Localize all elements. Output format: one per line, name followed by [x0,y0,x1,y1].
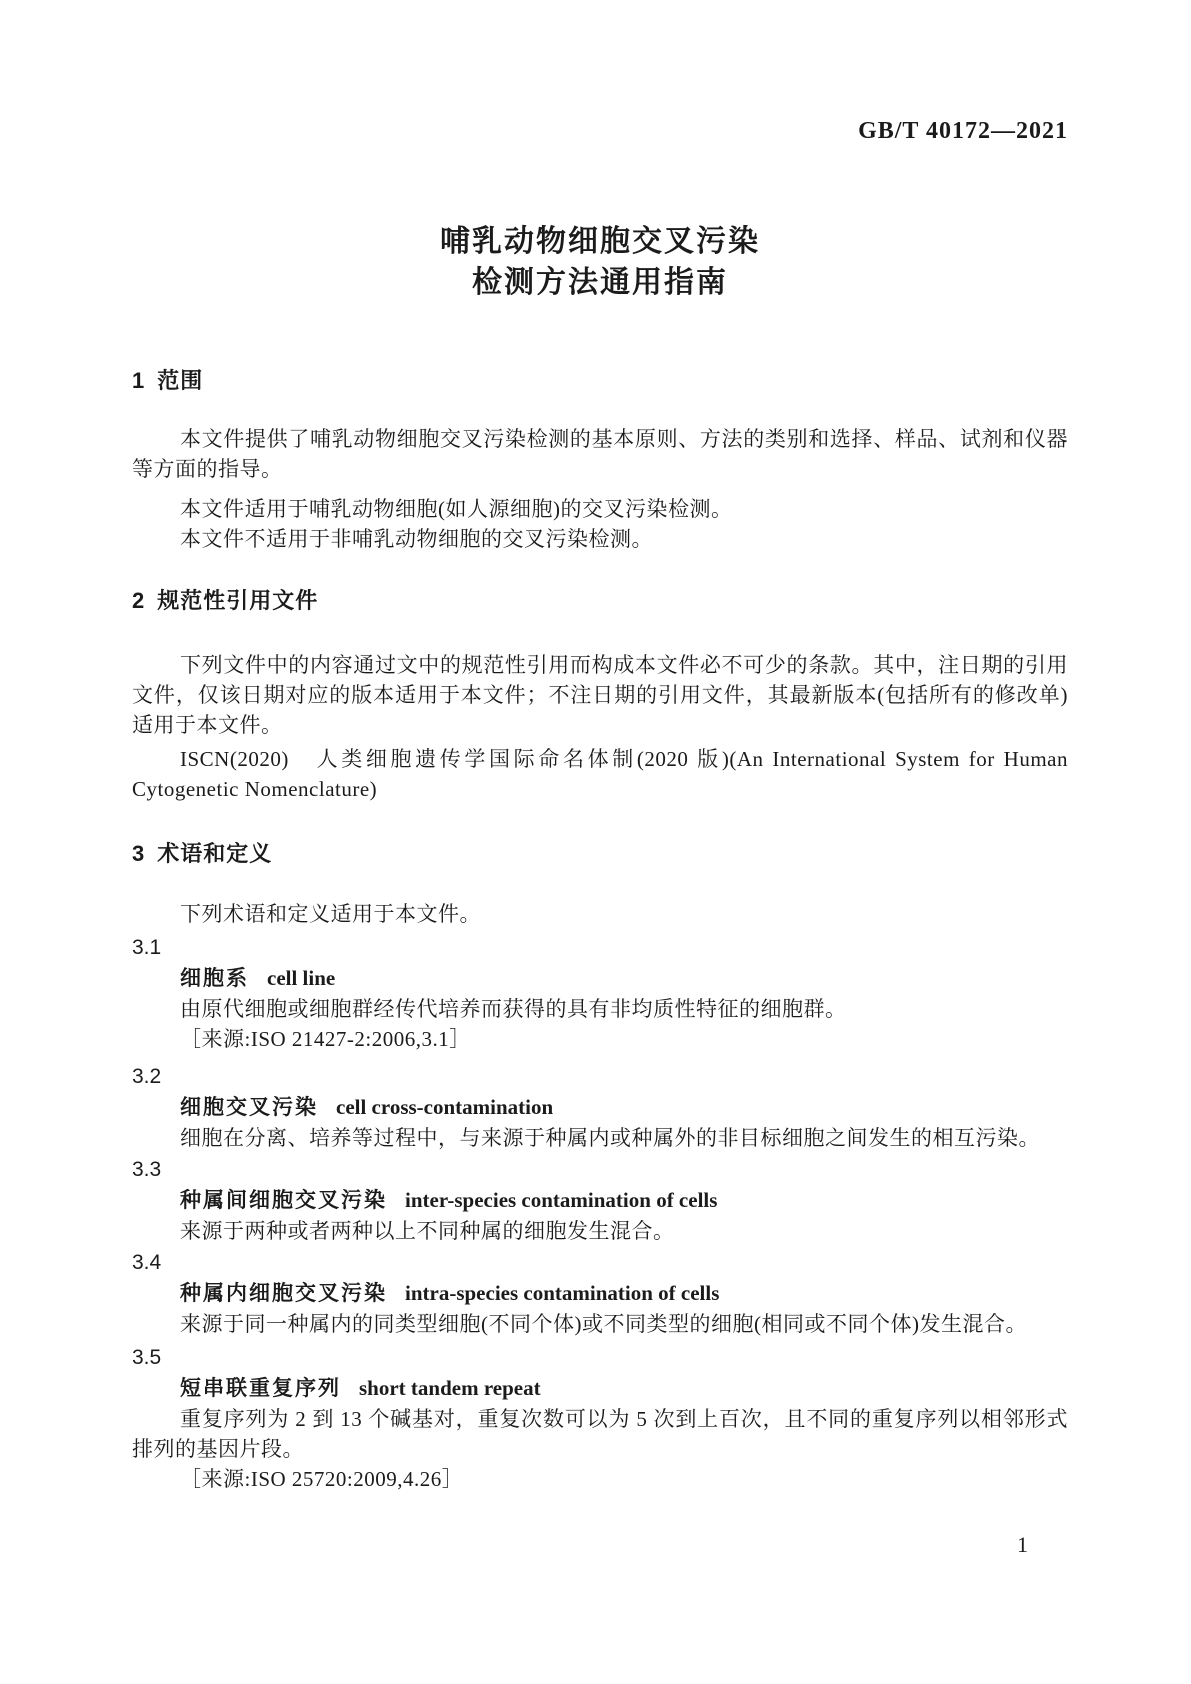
normative-reference [132,744,1068,804]
doc-code: GB/T 40172—2021 [858,118,1068,144]
doc-title-line2: 检测方法通用指南 [472,266,728,299]
section-normative-heading [132,586,318,616]
reference-entry: ISCN(2020) 人类细胞遗传学国际命名体制(2020 版)(An International System for Human Cytogenetic Nomenclature) [132,747,1068,801]
term-number: 3.1 [132,936,162,959]
paragraph: 本文件不适用于非哺乳动物细胞的交叉污染检测。 [180,527,653,551]
term-definition: 来源于同一种属内的同类型细胞(不同个体)或不同类型的细胞(相同或不同个体)发生混合。 [180,1312,1027,1336]
section-scope-title: 范围 [157,368,204,393]
paragraph: 本文件提供了哺乳动物细胞交叉污染检测的基本原则、方法的类别和选择、样品、试剂和仪器等方面的指导。 [132,427,1068,481]
paragraph: 下列术语和定义适用于本文件。 [180,902,481,926]
term-definition: 来源于两种或者两种以上不同种属的细胞发生混合。 [180,1219,675,1243]
term-definition: 细胞在分离、培养等过程中，与来源于种属内或种属外的非目标细胞之间发生的相互污染。 [180,1126,1040,1150]
term-definition: 重复序列为 2 到 13 个碱基对，重复次数可以为 5 次到上百次，且不同的重复序列以相邻形式排列的基因片段。 [132,1407,1068,1461]
section-terms-heading [132,839,272,869]
term-heading [132,1278,1068,1309]
terms-intro [132,899,1068,929]
term-number: 3.3 [132,1158,162,1181]
section-terms-number: 3 [132,841,145,866]
paragraph: 本文件适用于哺乳动物细胞(如人源细胞)的交叉污染检测。 [180,497,733,521]
term-zh: 短串联重复序列 [180,1377,341,1400]
term-heading [132,963,1068,994]
term-heading [132,1092,1068,1123]
term-entry [132,933,1068,1054]
term-source: ［来源:ISO 21427-2:2006,3.1］ [180,1027,471,1051]
term-en: inter-species contamination of cells [405,1188,718,1212]
term-zh: 种属内细胞交叉污染 [180,1282,387,1305]
term-zh: 细胞系 [180,967,249,990]
term-entry [132,1062,1068,1153]
term-en: cell line [267,966,336,990]
normative-intro [132,650,1068,740]
section-normative-title: 规范性引用文件 [157,588,319,613]
term-en: cell cross-contamination [336,1095,554,1119]
section-normative-number: 2 [132,588,145,613]
term-source: ［来源:ISO 25720:2009,4.26］ [180,1467,464,1491]
term-entry [132,1248,1068,1339]
page-number: 1 [1017,1532,1028,1557]
term-entry [132,1343,1068,1494]
term-definition: 由原代细胞或细胞群经传代培养而获得的具有非均质性特征的细胞群。 [180,997,847,1021]
scope-paragraph-2 [132,494,1068,524]
scope-paragraph-1 [132,424,1068,484]
section-scope-heading [132,366,203,396]
term-en: short tandem repeat [359,1376,541,1400]
term-number: 3.4 [132,1251,162,1274]
paragraph: 下列文件中的内容通过文中的规范性引用而构成本文件必不可少的条款。其中，注日期的引用文件，仅该日期对应的版本适用于本文件；不注日期的引用文件，其最新版本(包括所有的修改单)适用于本文件。 [132,653,1068,737]
doc-title [132,221,1068,303]
term-zh: 细胞交叉污染 [180,1096,318,1119]
doc-title-line1: 哺乳动物细胞交叉污染 [440,225,760,258]
term-en: intra-species contamination of cells [405,1281,720,1305]
term-number: 3.2 [132,1065,162,1088]
term-heading [132,1373,1068,1404]
term-entry [132,1155,1068,1246]
term-heading [132,1185,1068,1216]
section-terms-title: 术语和定义 [157,841,273,866]
term-zh: 种属间细胞交叉污染 [180,1189,387,1212]
section-scope-number: 1 [132,368,145,393]
scope-paragraph-3 [132,524,1068,554]
term-number: 3.5 [132,1346,162,1369]
